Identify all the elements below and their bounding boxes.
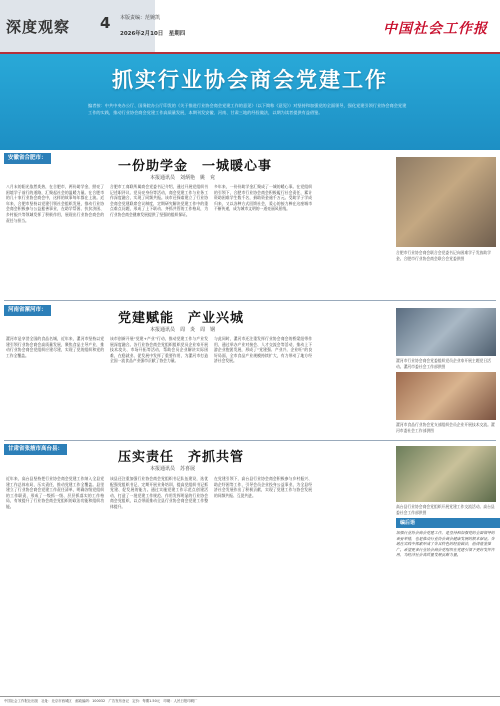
- editor-note-heading: 编后语: [396, 518, 500, 528]
- article-column: 该市创新开展“党建+产业”行动，推动党建工作与产业发展深度融合。各行业协会商会党组织组织党员企业家开展技术攻关、市场开拓等活动，帮助会员企业解决实际困难，在稳就业、促发展中发挥了重要作用，为漯河市打造全国一流食品产业强市贡献了协会力量。: [110, 336, 208, 364]
- article-column: 多年来，一份份助学金汇聚成了一城的暖心事。在党组织的引领下，合肥市行业协会商会积极履行社会责任，累计资助困难学生数千名，捐助资金逾千万元。受助学子学成归来，又以各种方式回馈社会，爱心的接力棒在这座城市不断传递，成为城市文明的一道亮丽风景线。: [214, 184, 312, 212]
- region-label-henan: 河南省漯河市：: [4, 305, 51, 316]
- section-number: 4: [100, 14, 111, 32]
- issue-date: 2026年2月10日 星期四: [120, 31, 186, 37]
- page-header: [0, 0, 500, 52]
- article-photo-gansu: [396, 446, 496, 502]
- section-divider: [4, 300, 496, 301]
- photo-caption-henan-2: 漯河市食品行业协会党支部组织会员企业开展技术交流。漯河市委社会工作部供图: [396, 422, 495, 433]
- newspaper-logo: 中国社会工作报: [383, 21, 488, 37]
- page-footer: 中国社会工作报社出版 社址：北京市西城区 邮政编码：100032 广告发布登记 定价：每期1.50元 印刷：人民日报印刷厂: [0, 696, 500, 706]
- region-label-anhui: 安徽省合肥市：: [4, 153, 51, 164]
- photo-caption-anhui: 合肥市行业协会商会联合会党委书记向困难学子发放助学金。合肥市行业协会商会联合会党委供图: [396, 250, 491, 261]
- article-title-henan: 党建赋能 产业兴城: [118, 311, 245, 326]
- article-photo-henan-1: [396, 308, 496, 356]
- article-column: 在党建引领下，高台县行业协会商会积极参与乡村振兴、助企纾困等工作，引导会员企业投身公益事业，为全县经济社会发展作出了积极贡献，实现了党建工作与协会发展的同频共振、互促共进。: [214, 476, 312, 498]
- article-column: 八月末的阳光依然炙热，在合肥市，两份助学金，照亮了困境学子前行的道路，汇聚起社会的温暖力量。在合肥市的几十家行业协会商会中，这样的故事每年都在上演。近年来，合肥市坚持以党建引领社会组织发展，推动行业协会商会积极参与公益慈善事业，在助学帮困、扶贫济困、乡村振兴等领域发挥了积极作用，展现出行业协会商会的责任与担当。: [6, 184, 104, 223]
- article-byline-anhui: 本报通讯员 刘炳艳 姚 兖: [150, 175, 216, 181]
- article-column: 漯河市是享誉全国的食品名城，近年来，漯河市坚持以党建引领行业协会商会高质量发展，聚焦食品主导产业，推动行业协会商会党组织应建尽建，实现了党的组织和党的工作全覆盖。: [6, 336, 104, 358]
- photo-caption-henan-1: 漯河市行业协会商会党委组织党员企业家开展主题党日活动。漯河市委社会工作部供图: [396, 358, 491, 369]
- article-title-gansu: 压实责任 齐抓共管: [118, 450, 245, 465]
- article-title-anhui: 一份助学金 一城暖心事: [118, 159, 273, 174]
- region-label-gansu: 甘肃省张掖市高台县：: [4, 444, 67, 455]
- editor-note-text: 加强行业协会商会党建工作，是坚持和加强党的全面领导的重要举措，也是推动行业协会商会健康发展的根本保证。各地在实践中探索形成了各具特色的经验做法，值得借鉴推广。希望更多行业协会商会党组织在党建引领下更好发挥作用，为经济社会高质量发展贡献力量。: [396, 530, 495, 558]
- article-column: 合肥市工商联所属商会党委书记介绍，通过开展党组织书记述职评议、党员亮身份等活动，商会党建工作与业务工作深度融合，实现了同频共振。该市还探索建立了行业协会商会党建联席会议制度，定期研究解决党建工作中的重点难点问题，形成了上下联动、齐抓共管的工作格局，为行业协会商会健康发展提供了坚强的组织保证。: [110, 184, 208, 217]
- editor-info: [120, 14, 160, 22]
- photo-caption-gansu: 高台县行业协会商会党组织开展党建工作交流活动。高台县委社会工作部供图: [396, 504, 495, 515]
- banner-intro: 编者按：中共中央办公厅、国务院办公厅印发的《关于推进行业协会商会党建工作的意见》（以下简称《意见》）对坚持和加强党的全面领导，强化党建引领行业协会商会党建工作的实践，推动行业协会商会党建工作高质量发展，本期刊发安徽、河南、甘肃三地的经验做法，以期为读者提供有益借鉴。: [88, 103, 407, 115]
- section-divider: [4, 440, 496, 441]
- banner-title: 抓实行业协会商会党建工作: [112, 68, 388, 92]
- article-photo-anhui: [396, 157, 496, 247]
- article-column: 该县还注重加强行业协会商会党组织书记队伍建设，选优配强党组织书记，定期开展业务培训，提高党组织书记抓党建、促发展的能力。通过实施党建工作示范点创建活动，打造了一批党建工作规范、作用发挥明显的行业协会商会党组织，以点带面推动全县行业协会商会党建工作整体提升。: [110, 476, 208, 509]
- article-column: 与此同时，漯河市还注重发挥行业协会商会的桥梁纽带作用，通过举办产业对接会、人才交流会等活动，推动上下游企业抱团发展，形成了“党建强、产业兴、企业旺”的良好局面，全市食品产业规模持续扩大，有力带动了地方经济社会发展。: [214, 336, 312, 364]
- article-byline-gansu: 本报通讯员 苏喜展: [150, 466, 196, 472]
- article-byline-henan: 本报通讯员 周 炎 周 钢: [150, 327, 216, 333]
- article-photo-henan-2: [396, 372, 496, 420]
- article-column: 近年来，高台县坚持把行业协会商会党建工作纳入全县党建工作总体布局，压实责任，推动党建工作全覆盖。县里建立了行业协会商会党建工作责任清单，明确各级党组织的工作职责，形成了一级抓一级、层层抓落实的工作格局，有效提升了行业协会商会党组织的政治功能和组织功能。: [6, 476, 104, 509]
- editor-line-1: 本版责编：范婉凯: [120, 15, 161, 21]
- section-title: 深度观察: [6, 18, 71, 36]
- feature-banner: [0, 54, 500, 150]
